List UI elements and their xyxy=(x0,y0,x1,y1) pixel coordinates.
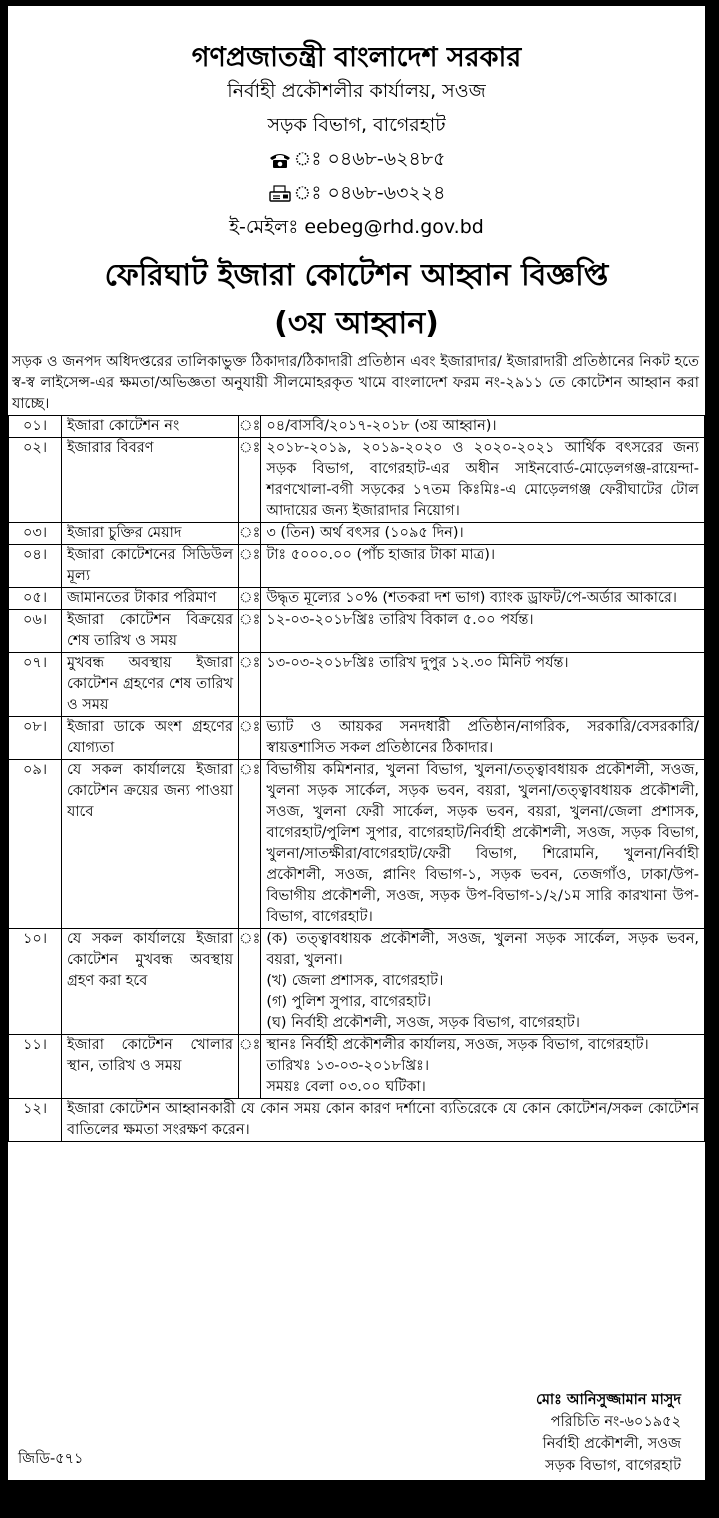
notice-title: ফেরিঘাট ইজারা কোটেশন আহ্বান বিজ্ঞপ্তি xyxy=(104,258,609,293)
item-separator: ঃ xyxy=(239,610,261,653)
table-row xyxy=(9,760,705,929)
item-number: ১১। xyxy=(9,1035,62,1099)
item-value-line: (গ) পুলিশ সুপার, বাগেরহাট। xyxy=(266,994,432,1010)
item-label: ইজারা ডাকে অংশ গ্রহণের যোগ্যতা xyxy=(62,717,239,760)
item-value: উদ্ধৃত মূল্যের ১০% (শতকরা দশ ভাগ) ব্যাংক ড্রাফট/পে-অর্ডার আকারে। xyxy=(261,588,705,610)
table-row xyxy=(9,610,705,653)
table-row xyxy=(9,545,705,588)
item-label: ইজারা কোটেশনের সিডিউল মূল্য xyxy=(62,545,239,588)
item-label: যে সকল কার্যালয়ে ইজারা কোটেশন মুখবন্ধ অবস্থায় গ্রহণ করা হবে xyxy=(62,929,239,1035)
item-separator: ঃ xyxy=(239,653,261,717)
email-label: ই-মেইলঃ xyxy=(229,216,299,238)
signatory-designation: নির্বাহী প্রকৌশলী, সওজ xyxy=(542,1436,681,1452)
fax-number: ঃ ০৪৬৮-৬৩২২৪ xyxy=(293,182,446,204)
item-value: ভ্যাট ও আয়কর সনদধারী প্রতিষ্ঠান/নাগরিক, সরকারি/বেসরকারি/স্বায়ত্তশাসিত সকল প্রতিষ্ঠানের ঠিকাদার। xyxy=(261,717,705,760)
item-value xyxy=(261,1035,705,1099)
item-label: যে সকল কার্যালয়ে ইজারা কোটেশন ক্রয়ের জন্য পাওয়া যাবে xyxy=(62,760,239,929)
division-name: সড়ক বিভাগ, বাগেরহাট xyxy=(267,114,446,136)
item-value: ১২-০৩-২০১৮খ্রিঃ তারিখ বিকাল ৫.০০ পর্যন্ত। xyxy=(261,610,705,653)
item-value: ০৪/বাসবি/২০১৭-২০১৮ (৩য় আহ্বান)। xyxy=(261,416,705,438)
item-separator: ঃ xyxy=(239,717,261,760)
gd-number: জিডি-৫৭১ xyxy=(18,1451,84,1467)
item-label: ইজারা কোটেশন নং xyxy=(62,416,239,438)
item-separator: ঃ xyxy=(239,545,261,588)
item-number: ০৬। xyxy=(9,610,62,653)
item-value: ১৩-০৩-২০১৮খ্রিঃ তারিখ দুপুর ১২.৩০ মিনিট পর্যন্ত। xyxy=(261,653,705,717)
header xyxy=(8,42,705,346)
item-separator: ঃ xyxy=(239,760,261,929)
item-value-line: স্থানঃ নির্বাহী প্রকৌশলীর কার্যালয়, সওজ, সড়ক বিভাগ, বাগেরহাট। xyxy=(266,1037,649,1053)
table-row xyxy=(9,416,705,438)
item-value: টাঃ ৫০০০.০০ (পাঁচ হাজার টাকা মাত্র)। xyxy=(261,545,705,588)
item-full-text: ইজারা কোটেশন আহ্বানকারী যে কোন সময় কোন কারণ দর্শানো ব্যতিরেকে যে কোন কোটেশন/সকল কোটেশন বাতিলের ক্ষমতা সংরক্ষণ করেন। xyxy=(62,1099,705,1142)
item-number: ১২। xyxy=(9,1099,62,1142)
item-separator: ঃ xyxy=(239,416,261,438)
intro-paragraph: সড়ক ও জনপদ অধিদপ্তরের তালিকাভুক্ত ঠিকাদার/ঠিকাদারী প্রতিষ্ঠান এবং ইজারাদার/ ইজারাদারী প্রতিষ্ঠানের নিকট হতে স্ব-স্ব লাইসেন্স-এর ক্ষমতা/অভিজ্ঞতা অনুযায়ী সীলমোহরকৃত খামে বাংলাদেশ ফরম নং-২৯১১ তে কোটেশন আহ্বান করা যাচ্ছে। xyxy=(12,354,699,412)
table-row xyxy=(9,1035,705,1099)
item-number: ০৭। xyxy=(9,653,62,717)
phone-icon xyxy=(268,151,292,169)
phone-number: ঃ ০৪৬৮-৬২৪৮৫ xyxy=(293,148,446,170)
item-number: ১০। xyxy=(9,929,62,1035)
item-value-line: (ঘ) নির্বাহী প্রকৌশলী, সওজ, সড়ক বিভাগ, বাগেরহাট। xyxy=(266,1015,580,1031)
item-label: ইজারা চুক্তির মেয়াদ xyxy=(62,523,239,545)
email-address: eebeg@rhd.gov.bd xyxy=(304,216,484,238)
item-value: ৩ (তিন) অর্থ বৎসর (১০৯৫ দিন)। xyxy=(261,523,705,545)
item-number: ০৪। xyxy=(9,545,62,588)
signatory-office: সড়ক বিভাগ, বাগেরহাট xyxy=(545,1458,681,1474)
table-row xyxy=(9,717,705,760)
item-number: ০৩। xyxy=(9,523,62,545)
item-separator: ঃ xyxy=(239,1035,261,1099)
fax-icon xyxy=(268,185,292,203)
item-label: ইজারা কোটেশন বিক্রয়ের শেষ তারিখ ও সময় xyxy=(62,610,239,653)
notice-page xyxy=(6,4,707,1482)
item-label: মুখবন্ধ অবস্থায় ইজারা কোটেশন গ্রহণের শেষ তারিখ ও সময় xyxy=(62,653,239,717)
item-separator: ঃ xyxy=(239,588,261,610)
item-value-line: (ক) তত্ত্বাবধায়ক প্রকৌশলী, সওজ, খুলনা সড়ক সার্কেল, সড়ক ভবন, বয়রা, খুলনা। xyxy=(266,931,699,968)
table-row xyxy=(9,588,705,610)
office-name: নির্বাহী প্রকৌশলীর কার্যালয়, সওজ xyxy=(227,80,486,102)
item-number: ০২। xyxy=(9,438,62,523)
signatory-id: পরিচিতি নং-৬০১৯৫২ xyxy=(550,1414,681,1430)
item-separator: ঃ xyxy=(239,438,261,523)
item-separator: ঃ xyxy=(239,523,261,545)
government-title: গণপ্রজাতন্ত্রী বাংলাদেশ সরকার xyxy=(191,42,522,73)
item-label: ইজারা কোটেশন খোলার স্থান, তারিখ ও সময় xyxy=(62,1035,239,1099)
table-row xyxy=(9,1099,705,1142)
notice-subtitle: (৩য় আহ্বান) xyxy=(274,306,439,341)
item-value-line: সময়ঃ বেলা ০৩.০০ ঘটিকা। xyxy=(266,1079,426,1095)
item-number: ০৮। xyxy=(9,717,62,760)
table-row xyxy=(9,438,705,523)
email-line xyxy=(8,210,705,244)
item-value: বিভাগীয় কমিশনার, খুলনা বিভাগ, খুলনা/তত্ত্বাবধায়ক প্রকৌশলী, সওজ, খুলনা সড়ক সার্কেল, সড়ক ভবন, বয়রা, খুলনা/তত্ত্বাবধায়ক প্রকৌশলী, সওজ, খুলনা ফেরী সার্কেল, সড়ক ভবন, বয়রা, খুলনা/জেলা প্রশাসক, বাগেরহাট/পুলিশ সুপার, বাগেরহাট/নির্বাহী প্রকৌশলী, সওজ, সড়ক বিভাগ, খুলনা/সাতক্ষীরা/বাগেরহাট/ফেরী বিভাগ, শিরোমনি, খুলনা/নির্বাহী প্রকৌশলী, সওজ, প্লানিং বিভাগ-১, সড়ক ভবন, তেজগাঁও, ঢাকা/উপ-বিভাগীয় প্রকৌশলী, সওজ, সড়ক উপ-বিভাগ-১/২/১ম সারি কারখানা উপ-বিভাগ, বাগেরহাট। xyxy=(261,760,705,929)
item-separator: ঃ xyxy=(239,929,261,1035)
item-value: ২০১৮-২০১৯, ২০১৯-২০২০ ও ২০২০-২০২১ আর্থিক বৎসরের জন্য সড়ক বিভাগ, বাগেরহাট-এর অধীন সাইনবোর্ড-মোড়েলগঞ্জ-রায়েন্দা-শরণখোলা-বগী সড়কের ১৭তম কিঃমিঃ-এ মোড়েলগঞ্জ ফেরীঘাটের টোল আদায়ের জন্য ইজারাদার নিয়োগ। xyxy=(261,438,705,523)
item-label: ইজারার বিবরণ xyxy=(62,438,239,523)
item-value xyxy=(261,929,705,1035)
item-label: জামানতের টাকার পরিমাণ xyxy=(62,588,239,610)
table-row xyxy=(9,929,705,1035)
item-number: ০৫। xyxy=(9,588,62,610)
item-number: ০১। xyxy=(9,416,62,438)
item-number: ০৯। xyxy=(9,760,62,929)
item-value-line: তারিখঃ ১৩-০৩-২০১৮খ্রিঃ। xyxy=(266,1058,430,1074)
table-row xyxy=(9,653,705,717)
fax-line xyxy=(8,176,705,210)
item-value-line: (খ) জেলা প্রশাসক, বাগেরহাট। xyxy=(266,973,444,989)
signatory-name: মোঃ আনিসুজ্জামান মাসুদ xyxy=(535,1392,681,1408)
table-row xyxy=(9,523,705,545)
items-table xyxy=(8,415,705,1142)
signature-block xyxy=(536,1389,681,1477)
phone-line xyxy=(8,142,705,176)
